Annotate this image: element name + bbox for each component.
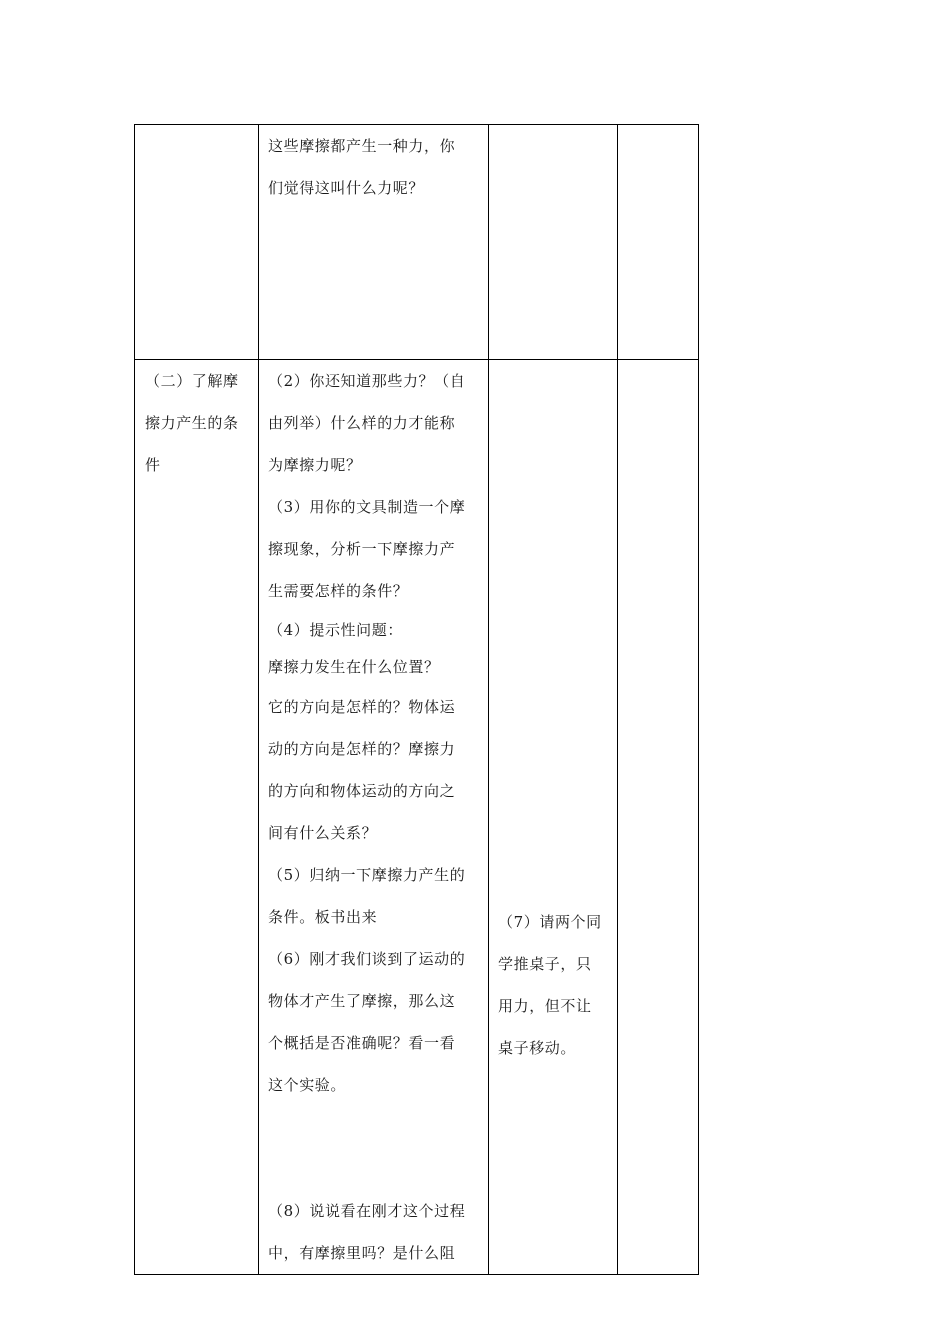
stage-title-line: 擦力产生的条	[145, 414, 239, 432]
text-line: 用力，但不让	[498, 997, 592, 1015]
student-activity-cell	[489, 360, 618, 1275]
text-line: 由列举）什么样的力才能称	[268, 414, 456, 432]
text-line: 生需要怎样的条件？	[268, 582, 409, 600]
text-line: 摩擦力发生在什么位置？	[268, 658, 440, 676]
stage-cell	[135, 360, 259, 1275]
text-line: 它的方向是怎样的？物体运	[268, 698, 456, 716]
text-line: 物体才产生了摩擦，那么这	[268, 992, 456, 1010]
student-activity-cell	[489, 125, 618, 360]
table-row	[135, 125, 699, 360]
stage-cell	[135, 125, 259, 360]
text-line: （7）请两个同	[498, 913, 602, 931]
text-line: 的方向和物体运动的方向之	[268, 782, 456, 800]
notes-cell	[618, 360, 699, 1275]
text-line: 这个实验。	[268, 1076, 347, 1094]
stage-title-line: （二）了解摩	[145, 372, 239, 390]
text-line: （6）刚才我们谈到了运动的	[268, 950, 466, 968]
text-line: （5）归纳一下摩擦力产生的	[268, 866, 466, 884]
text-line: 个概括是否准确呢？看一看	[268, 1034, 456, 1052]
text-line: 们觉得这叫什么力呢？	[268, 179, 425, 197]
text-line: 桌子移动。	[498, 1039, 577, 1057]
text-line: （4）提示性问题：	[268, 621, 403, 639]
text-line: （8）说说看在刚才这个过程	[268, 1202, 466, 1220]
text-line: 这些摩擦都产生一种力，你	[268, 137, 456, 155]
text-line: 学推桌子，只	[498, 955, 592, 973]
text-line: （2）你还知道那些力？（自	[268, 372, 466, 390]
text-line: 动的方向是怎样的？摩擦力	[268, 740, 456, 758]
lesson-plan-table	[134, 124, 699, 1275]
text-line: 为摩擦力呢？	[268, 456, 362, 474]
text-line: （3）用你的文具制造一个摩	[268, 498, 466, 516]
teacher-activity-cell	[259, 360, 489, 1275]
text-line: 中，有摩擦里吗？是什么阻	[268, 1244, 456, 1262]
teacher-activity-cell	[259, 125, 489, 360]
text-line: 条件。板书出来	[268, 908, 378, 926]
text-line: 间有什么关系？	[268, 824, 378, 842]
notes-cell	[618, 125, 699, 360]
spacer	[268, 1106, 479, 1190]
text-line: 擦现象，分析一下摩擦力产	[268, 540, 456, 558]
table-row	[135, 360, 699, 1275]
stage-title-line: 件	[145, 456, 161, 474]
